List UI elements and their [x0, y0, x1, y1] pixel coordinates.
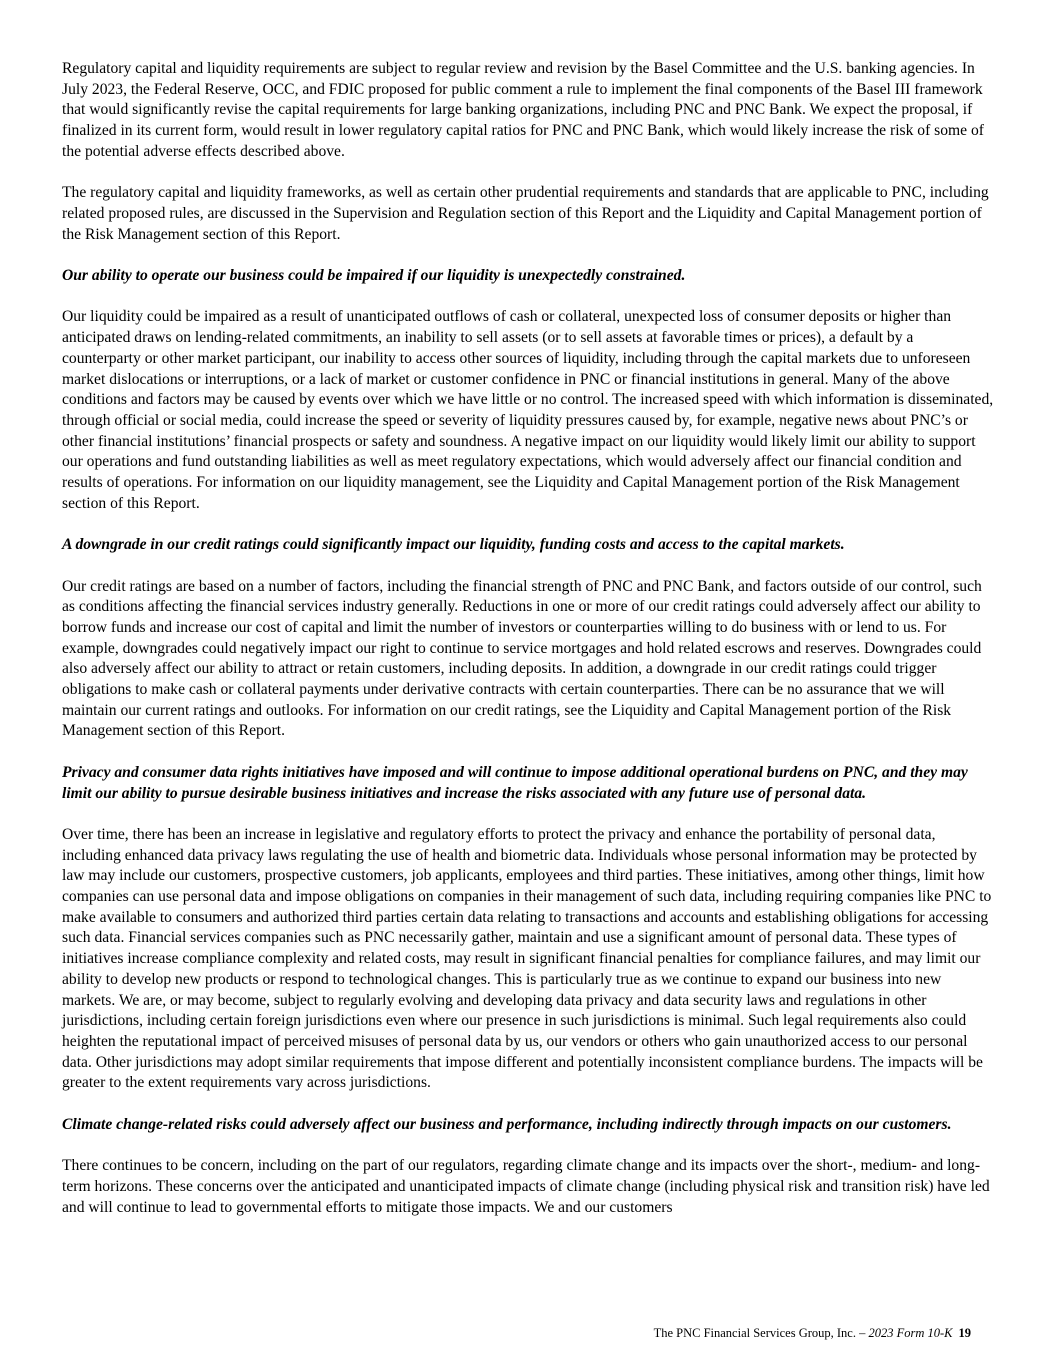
page-number: 19: [958, 1326, 971, 1340]
heading-credit-ratings: A downgrade in our credit ratings could significantly impact our liquidity, funding costs and access to the capital markets.: [62, 536, 845, 554]
paragraph-liquidity-risk: Our liquidity could be impaired as a result of unanticipated outflows of cash or collateral, unexpected loss of consumer deposits or higher than anticipated draws on lending-related commitments, an inability to sell assets (or to sell assets at favorable times or prices), a default by a counterparty or other market participant, our inability to access other sources of liquidity, including through the capital markets due to unforeseen market dislocations or interruptions, or a lack of market or customer confidence in PNC or financial institutions in general. Many of the above conditions and factors may be caused by events over which we have little or no control. The increased speed with which information is disseminated, through official or social media, could increase the speed or severity of liquidity pressures caused by, for example, negative news about PNC’s or other financial institutions’ financial prospects or safety and soundness. A negative impact on our liquidity would likely limit our ability to support our operations and fund outstanding liabilities as well as meet regulatory expectations, which would adversely affect our financial condition and results of operations. For information on our liquidity management, see the Liquidity and Capital Management portion of the Risk Management section of this Report.: [62, 308, 994, 512]
page-footer: [654, 1325, 971, 1341]
heading-climate: Climate change-related risks could adversely affect our business and performance, including indirectly through impacts on our customers.: [62, 1115, 952, 1133]
document-body: [62, 59, 994, 1239]
paragraph-capital-frameworks: The regulatory capital and liquidity frameworks, as well as certain other prudential requirements and standards that are applicable to PNC, including related proposed rules, are discussed in the Supervision and Regulation section of this Report and the Liquidity and Capital Management portion of the Risk Management section of this Report.: [62, 184, 989, 243]
paragraph-privacy: Over time, there has been an increase in legislative and regulatory efforts to protect the privacy and enhance the portability of personal data, including enhanced data privacy laws regulating the use of health and biometric data. Individuals whose personal information may be protected by law may include our customers, prospective customers, job applicants, employees and third parties. These initiatives, among other things, limit how companies can use personal data and impose obligations on companies in their management of such data, including requiring companies like PNC to make available to consumers and authorized third parties certain data relating to transactions and accounts and establishing obligations for accessing such data. Financial services companies such as PNC necessarily gather, maintain and use a significant amount of personal data. These types of initiatives increase compliance complexity and related costs, may result in significant financial penalties for compliance failures, and may limit our ability to develop new products or respond to technological changes. This is particularly true as we continue to expand our business into new markets. We are, or may become, subject to regularly evolving and developing data privacy and data security laws and regulations in other jurisdictions, including certain foreign jurisdictions even where our presence in such jurisdictions is minimal. Such legal requirements also could heighten the reputational impact of perceived misuses of personal data by us, our vendors or others who gain unauthorized access to our personal data. Other jurisdictions may adopt similar requirements that impose different and potentially inconsistent compliance burdens. The impacts will be greater to the extent requirements vary across jurisdictions.: [62, 825, 992, 1092]
heading-privacy: Privacy and consumer data rights initiatives have imposed and will continue to impose additional operational burdens on PNC, and they may limit our ability to pursue desirable business initiatives and increase the risks associated with any future use of personal data.: [62, 763, 968, 802]
paragraph-climate: There continues to be concern, including on the part of our regulators, regarding climate change and its impacts over the short-, medium- and long-term horizons. These concerns over the anticipated and unanticipated impacts of climate change (including physical risk and transition risk) have led and will continue to lead to governmental efforts to mitigate those impacts. We and our customers: [62, 1157, 990, 1216]
heading-liquidity-risk: Our ability to operate our business could be impaired if our liquidity is unexpectedly constrained.: [62, 267, 686, 284]
paragraph-basel-capital: Regulatory capital and liquidity requirements are subject to regular review and revision by the Basel Committee and the U.S. banking agencies. In July 2023, the Federal Reserve, OCC, and FDIC proposed for public comment a rule to implement the final components of the Basel III framework that would significantly revise the capital requirements for large banking organizations, including PNC and PNC Bank. We expect the proposal, if finalized in its current form, would result in lower regulatory capital ratios for PNC and PNC Bank, which would likely increase the risk of some of the potential adverse effects described above.: [62, 60, 984, 160]
paragraph-credit-ratings: Our credit ratings are based on a number of factors, including the financial strength of PNC and PNC Bank, and factors outside of our control, such as conditions affecting the financial services industry generally. Reductions in one or more of our credit ratings could adversely affect our ability to borrow funds and increase our cost of capital and limit the number of investors or counterparties willing to do business with or lend to us. For example, downgrades could negatively impact our right to continue to service mortgages and hold related escrows and reserves. Downgrades could also adversely affect our ability to attract or retain customers, including deposits. In addition, a downgrade in our credit ratings could trigger obligations to make cash or collateral payments under derivative contracts with certain counterparties. There can be no assurance that we will maintain our current ratings and outlooks. For information on our credit ratings, see the Liquidity and Capital Management portion of the Risk Management section of this Report.: [62, 577, 982, 740]
footer-form: 2023 Form 10-K: [868, 1326, 953, 1340]
footer-company: The PNC Financial Services Group, Inc. –: [653, 1326, 869, 1340]
